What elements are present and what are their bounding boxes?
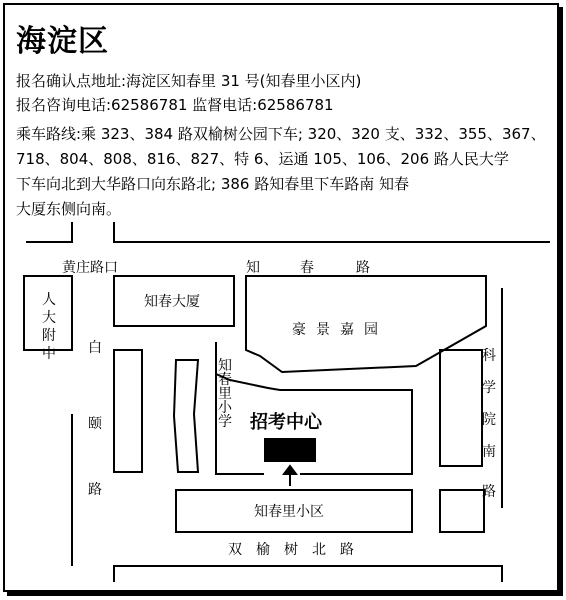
svg-text:学: 学 <box>482 380 496 396</box>
small-se-block <box>440 490 484 532</box>
district-title: 海淀区 <box>16 24 109 59</box>
school-label <box>218 358 233 430</box>
shuangyushu-road-label <box>228 541 354 558</box>
svg-text:树: 树 <box>284 542 298 558</box>
route-line-3: 下车向北到大华路口向东路北; 386 路知春里下车路南 知春 <box>16 175 409 193</box>
svg-text:嘉: 嘉 <box>340 322 354 338</box>
zhichun-road-label <box>246 260 370 276</box>
svg-text:榆: 榆 <box>256 542 270 558</box>
svg-text:路: 路 <box>88 482 102 498</box>
road-edge-n <box>114 222 550 242</box>
svg-text:路: 路 <box>482 484 496 500</box>
svg-text:大: 大 <box>42 310 56 326</box>
baiyi-left-block <box>114 350 142 472</box>
svg-text:中: 中 <box>42 346 56 362</box>
road-edge-nw <box>26 222 72 242</box>
road-edge-s <box>114 566 502 582</box>
svg-text:豪: 豪 <box>292 322 306 338</box>
svg-text:春: 春 <box>218 372 232 388</box>
arrow-head <box>284 466 296 474</box>
svg-text:路: 路 <box>340 542 354 558</box>
address-line: 报名确认点地址:海淀区知春里 31 号(知春里小区内) <box>16 72 362 90</box>
svg-text:知: 知 <box>218 358 232 374</box>
strip-block <box>174 360 198 472</box>
phone-line: 报名咨询电话:62586781 监督电话:62586781 <box>16 96 334 114</box>
svg-text:院: 院 <box>482 412 496 428</box>
svg-text:园: 园 <box>364 322 378 338</box>
route-line-4: 大厦东侧向南。 <box>16 200 122 218</box>
svg-text:里: 里 <box>218 386 232 402</box>
kexueyuan-road-label <box>482 347 496 500</box>
svg-text:路: 路 <box>356 260 370 276</box>
route-line-2: 718、804、808、816、827、特 6、运通 105、106、206 路人民大学 <box>16 150 509 168</box>
zhichun-dasha-label: 知春大厦 <box>144 294 200 310</box>
svg-text:人: 人 <box>42 292 56 308</box>
zhichunli-xiaoqu-label: 知春里小区 <box>254 504 324 520</box>
route-line-1: 乘车路线:乘 323、384 路双榆树公园下车; 320、320 支、332、355、367、 <box>16 125 546 143</box>
huangzhuang-label: 黄庄路口 <box>62 260 118 276</box>
baiyi-road-label <box>88 340 102 498</box>
svg-text:北: 北 <box>312 542 326 558</box>
building-marker <box>264 438 316 462</box>
svg-text:知: 知 <box>246 260 260 276</box>
svg-text:科: 科 <box>482 348 496 364</box>
svg-text:学: 学 <box>218 414 232 430</box>
svg-text:颐: 颐 <box>88 416 102 432</box>
haojing-label <box>292 321 378 338</box>
svg-text:景: 景 <box>316 322 330 338</box>
svg-text:双: 双 <box>228 542 242 558</box>
svg-text:春: 春 <box>300 260 314 276</box>
kexueyuan-block <box>440 350 482 466</box>
center-label: 招考中心 <box>250 412 322 433</box>
svg-text:白: 白 <box>88 340 102 356</box>
svg-text:附: 附 <box>42 328 56 344</box>
svg-text:南: 南 <box>482 444 496 460</box>
svg-text:小: 小 <box>218 400 232 416</box>
renda-label <box>42 292 56 362</box>
